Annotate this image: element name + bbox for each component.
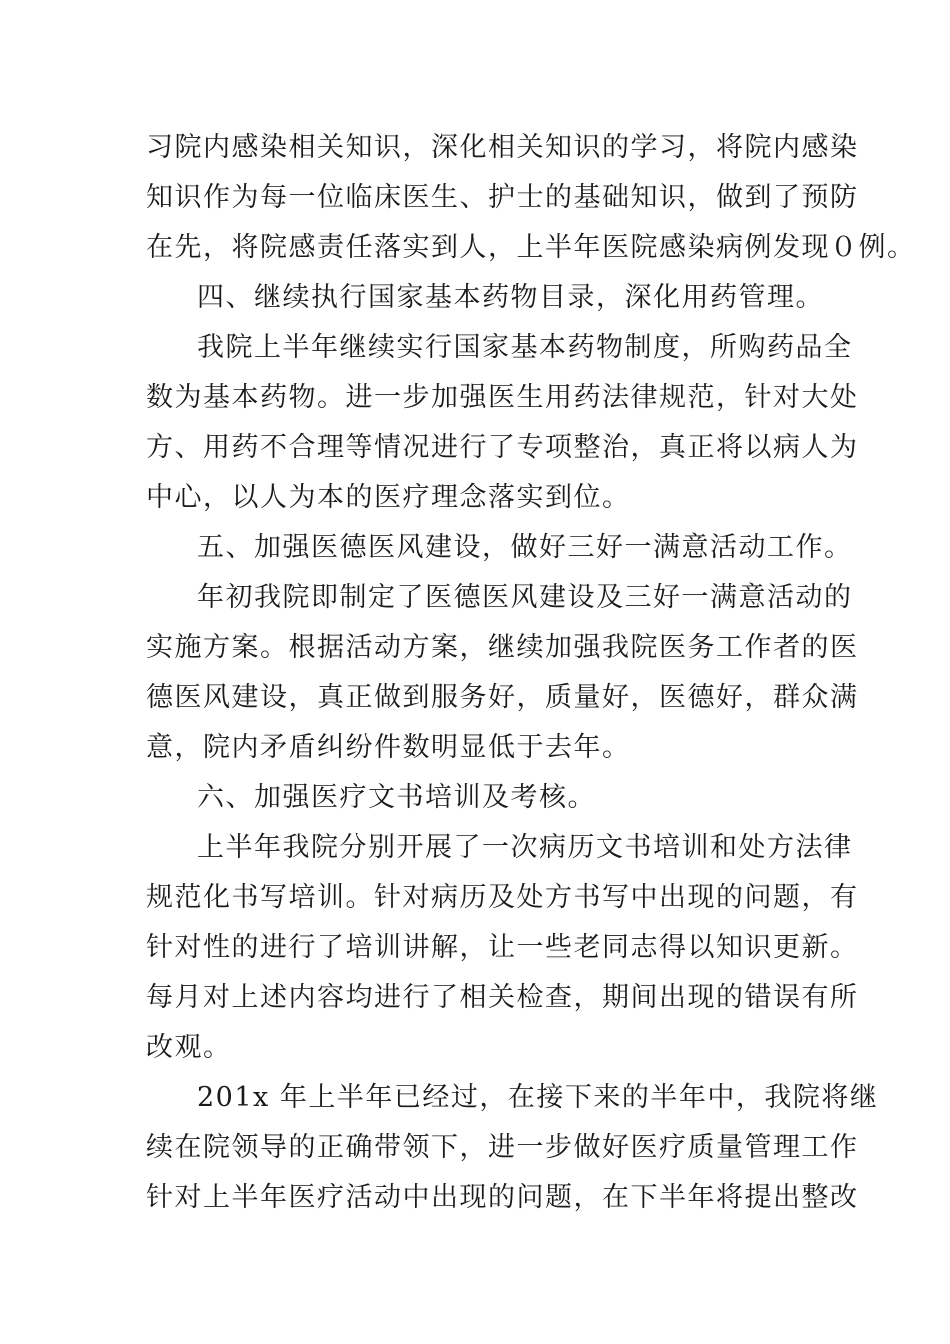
body-text-line: 实施方案。根据活动方案，继续加强我院医务工作者的医 (146, 632, 859, 663)
body-text-line: 在先，将院感责任落实到人，上半年医院感染病例发现０例。 (146, 232, 916, 263)
body-text-line: 我院上半年继续实行国家基本药物制度，所购药品全 (197, 332, 853, 363)
body-text-line: 针对性的进行了培训讲解，让一些老同志得以知识更新。 (146, 932, 859, 963)
body-text-line: 上半年我院分别开展了一次病历文书培训和处方法律 (197, 832, 853, 863)
body-text-line: 年初我院即制定了医德医风建设及三好一满意活动的 (197, 582, 853, 613)
body-text-line: 知识作为每一位临床医生、护士的基础知识，做到了预防 (146, 182, 859, 213)
body-text-line: 德医风建设，真正做到服务好，质量好，医德好，群众满 (146, 682, 859, 713)
body-text-line: 规范化书写培训。针对病历及处方书写中出现的问题，有 (146, 882, 859, 913)
body-text-line: 意，院内矛盾纠纷件数明显低于去年。 (146, 732, 631, 763)
body-text-line: 方、用药不合理等情况进行了专项整治，真正将以病人为 (146, 432, 859, 463)
body-text-line: 习院内感染相关知识，深化相关知识的学习，将院内感染 (146, 132, 859, 163)
body-text-line: 续在院领导的正确带领下，进一步做好医疗质量管理工作 (146, 1132, 859, 1163)
body-text-line: 每月对上述内容均进行了相关检查，期间出现的错误有所 (146, 982, 859, 1013)
body-text-line: 数为基本药物。进一步加强医生用药法律规范，针对大处 (146, 382, 859, 413)
body-text-line: 针对上半年医疗活动中出现的问题，在下半年将提出整改 (146, 1182, 859, 1213)
body-text-line: 改观。 (146, 1032, 232, 1063)
body-text-line: 中心，以人为本的医疗理念落实到位。 (146, 482, 631, 513)
section-heading: 四、继续执行国家基本药物目录，深化用药管理。 (197, 282, 824, 313)
section-heading: 五、加强医德医风建设，做好三好一满意活动工作。 (197, 532, 853, 563)
section-heading: 六、加强医疗文书培训及考核。 (197, 782, 596, 813)
body-text-line: 201x 年上半年已经过，在接下来的半年中，我院将继 (197, 1082, 879, 1113)
